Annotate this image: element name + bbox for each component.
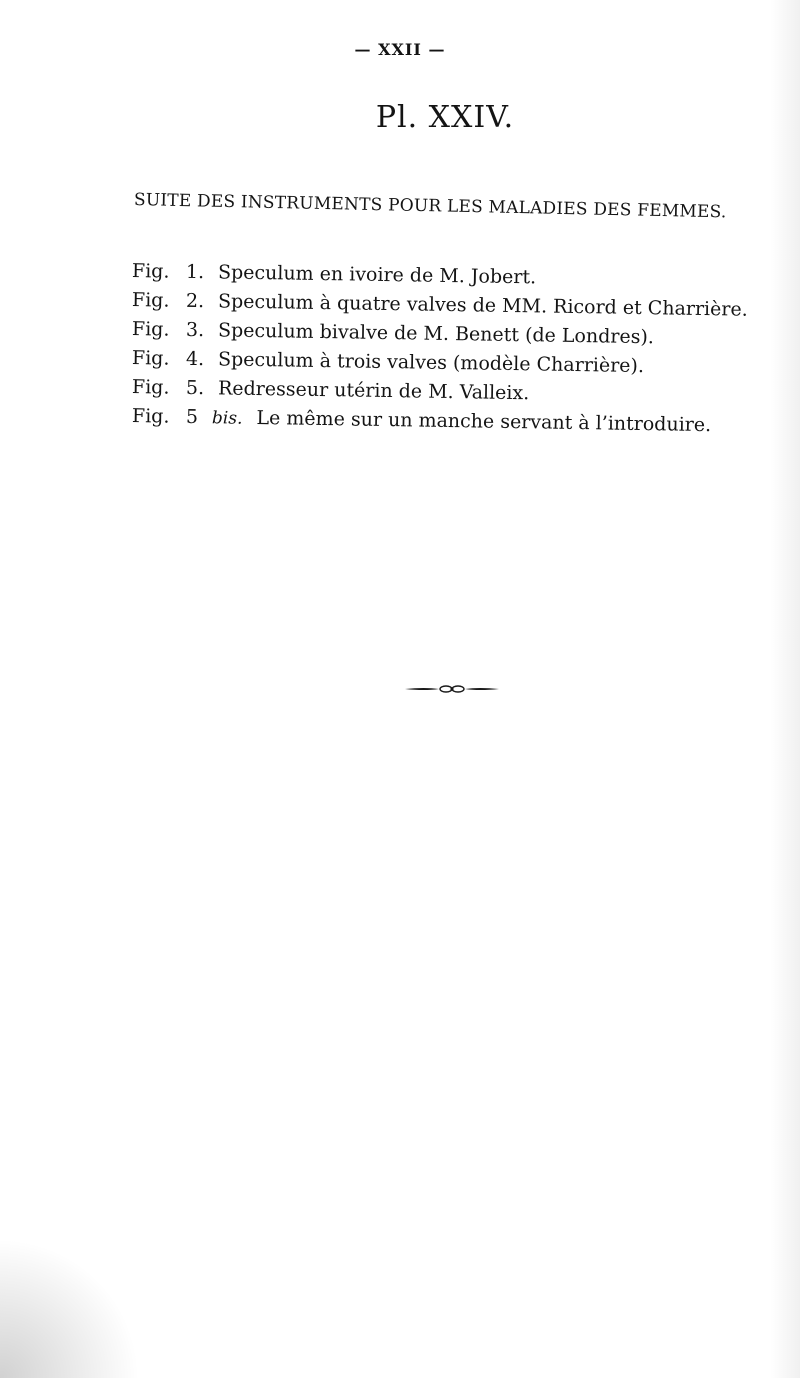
page-edge-shadow bbox=[770, 0, 800, 1378]
fleuron-divider-icon bbox=[405, 682, 499, 696]
figure-description: Speculum à quatre valves de MM. Ricord et Charrière. bbox=[217, 290, 748, 321]
section-heading: SUITE DES INSTRUMENTS POUR LES MALADIES DES FEMMES. bbox=[133, 190, 727, 223]
figure-bis-suffix: bis. bbox=[211, 408, 243, 429]
figure-label: Fig. bbox=[131, 405, 170, 428]
figure-label: Fig. bbox=[131, 289, 170, 312]
figure-list bbox=[131, 257, 772, 437]
figure-label: Fig. bbox=[131, 260, 170, 283]
figure-description: Le même sur un manche servant à l’introduire. bbox=[256, 406, 712, 437]
figure-label: Fig. bbox=[131, 376, 170, 399]
figure-description: Speculum à trois valves (modèle Charrière). bbox=[217, 348, 645, 378]
figure-label: Fig. bbox=[131, 318, 170, 341]
page-number: — XXII — bbox=[354, 40, 446, 59]
figure-number: 5 bbox=[185, 405, 199, 429]
figure-description: Speculum en ivoire de M. Jobert. bbox=[217, 261, 537, 289]
figure-number: 5. bbox=[185, 376, 205, 400]
figure-number: 1. bbox=[185, 260, 205, 284]
figure-number: 2. bbox=[185, 289, 205, 313]
figure-number: 3. bbox=[185, 318, 205, 342]
figure-number: 4. bbox=[185, 347, 205, 371]
figure-description: Speculum bivalve de M. Benett (de Londres). bbox=[217, 319, 655, 349]
plate-title: Pl. XXIV. bbox=[375, 100, 515, 135]
figure-label: Fig. bbox=[131, 347, 170, 370]
page-corner-shadow bbox=[0, 1238, 140, 1378]
figure-description: Redresseur utérin de M. Valleix. bbox=[217, 377, 530, 405]
